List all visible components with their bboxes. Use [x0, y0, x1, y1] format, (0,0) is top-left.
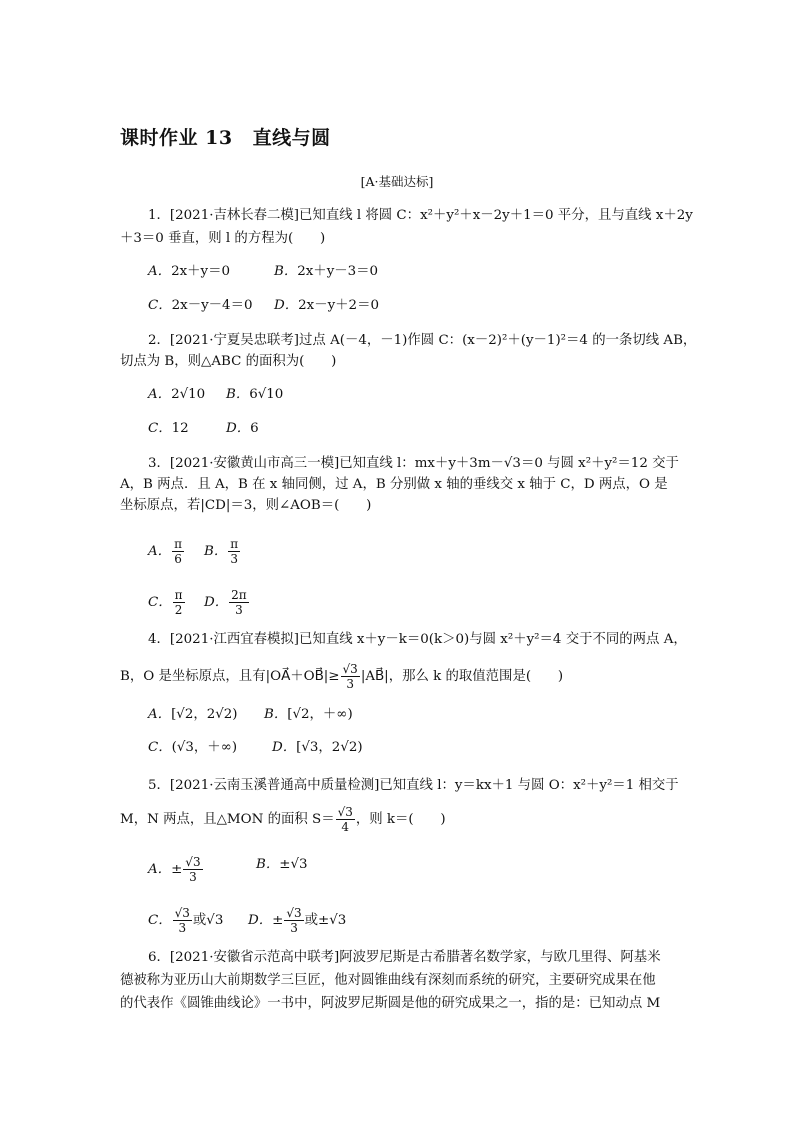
- q3-option-b: B． $\frac{\pi}{3}$: [204, 537, 239, 566]
- q4-option-d: D．[√3，2√2): [272, 740, 363, 755]
- q1-stem-line2: ＋3＝0 垂直，则 l 的方程为( ): [120, 231, 326, 246]
- title-prefix: 课时作业 13: [120, 127, 233, 149]
- fraction: $\frac{√3}{3}$: [286, 906, 302, 935]
- q2-stem-line2: 切点为 B，则△ABC 的面积为( ): [120, 354, 337, 369]
- q4-stem-line2: B，O 是坐标原点，且有|OA⃗＋OB⃗|≥ $\frac{√3}{3}$ |AB⃗|，那么 k 的取值范围是( ): [120, 662, 564, 691]
- q2-option-b: B．6√10: [226, 387, 284, 402]
- fraction: $\frac{√3}{3}$: [185, 855, 201, 884]
- q1-option-b: B．2x＋y－3＝0: [274, 264, 379, 279]
- q6-stem-line1: 6．[2021·安徽省示范高中联考]阿波罗尼斯是古希腊著名数学家，与欧几里得、阿基米: [148, 950, 661, 965]
- title-main: 直线与圆: [252, 127, 331, 149]
- q6-stem-line3: 的代表作《圆锥曲线论》一书中，阿波罗尼斯圆是他的研究成果之一，指的是：已知动点 M: [120, 996, 661, 1011]
- q1-stem-line1: 1．[2021·吉林长春二模]已知直线 l 将圆 C：x²＋y²＋x－2y＋1＝0 平分，且与直线 x＋2y: [148, 208, 693, 223]
- q3-stem-line3: 坐标原点，若|CD|＝3，则∠AOB＝( ): [120, 498, 372, 513]
- q4-option-b: B．[√2，＋∞): [264, 707, 353, 722]
- q1-option-a: A．2x＋y＝0: [148, 264, 230, 279]
- q6-stem-line2: 德被称为亚历山大前期数学三巨匠，他对圆锥曲线有深刻而系统的研究，主要研究成果在他: [120, 973, 656, 988]
- fraction: $\frac{√3}{4}$: [337, 805, 353, 834]
- page-title: [120, 123, 331, 150]
- q3-option-d: D． $\frac{2\pi}{3}$: [204, 588, 247, 617]
- q2-option-a: A．2√10: [148, 387, 206, 402]
- q3-option-a: A． $\frac{\pi}{6}$: [148, 537, 182, 566]
- q5-option-a: A．± $\frac{√3}{3}$: [148, 855, 201, 884]
- section-label: [A·基础达标]: [360, 174, 434, 189]
- q3-stem-line2: A，B 两点．且 A，B 在 x 轴同侧，过 A，B 分别做 x 轴的垂线交 x 轴于 C，D 两点，O 是: [120, 477, 668, 492]
- fraction: $\frac{2\pi}{3}$: [231, 588, 247, 617]
- fraction: $\frac{\pi}{2}$: [174, 588, 183, 617]
- fraction: $\frac{√3}{3}$: [174, 906, 190, 935]
- q5-option-c: C． $\frac{√3}{3}$ 或√3: [148, 906, 224, 935]
- q3-stem-line1: 3．[2021·安徽黄山市高三一模]已知直线 l：mx＋y＋3m－√3＝0 与圆 x²＋y²＝12 交于: [148, 456, 679, 471]
- q4-option-c: C．(√3，＋∞): [148, 740, 238, 755]
- q2-option-d: D．6: [226, 421, 259, 436]
- q5-stem-line2: M，N 两点，且△MON 的面积 S＝ $\frac{√3}{4}$ ，则 k＝( ): [120, 805, 446, 834]
- q4-option-a: A．[√2，2√2): [148, 707, 238, 722]
- q2-option-c: C．12: [148, 421, 189, 436]
- q2-stem-line1: 2．[2021·宁夏吴忠联考]过点 A(－4，－1)作圆 C：(x－2)²＋(y－1)²＝4 的一条切线 AB，: [148, 333, 697, 348]
- q5-stem-line1: 5．[2021·云南玉溪普通高中质量检测]已知直线 l：y＝kx＋1 与圆 O：x²＋y²＝1 相交于: [148, 778, 679, 793]
- q4-stem-line1: 4．[2021·江西宜春模拟]已知直线 x＋y－k＝0(k＞0)与圆 x²＋y²＝4 交于不同的两点 A，: [148, 632, 687, 647]
- q5-option-d: D．± $\frac{√3}{3}$ 或±√3: [248, 906, 347, 935]
- q5-option-b: B．±√3: [256, 857, 308, 872]
- fraction: $\frac{√3}{3}$: [342, 662, 358, 691]
- fraction: $\frac{\pi}{6}$: [174, 537, 182, 566]
- q1-option-c: C．2x－y－4＝0: [148, 298, 253, 313]
- q1-option-d: D．2x－y＋2＝0: [274, 298, 379, 313]
- q3-option-c: C． $\frac{\pi}{2}$: [148, 588, 183, 617]
- fraction: $\frac{\pi}{3}$: [230, 537, 239, 566]
